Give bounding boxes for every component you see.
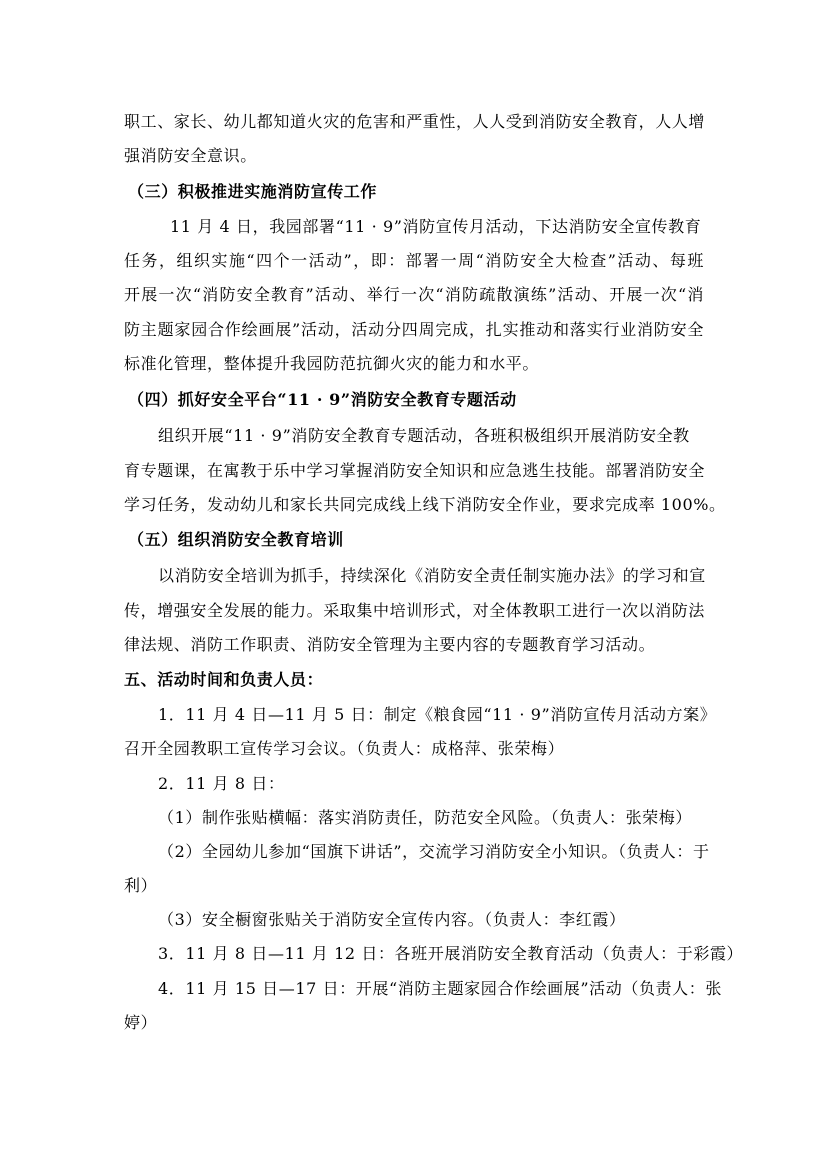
paragraph-line: 律法规、消防工作职责、消防安全管理为主要内容的专题教育学习活动。 — [124, 635, 656, 654]
paragraph-line: 11 月 4 日，我园部署“11 · 9”消防宣传月活动，下达消防安全宣传教育 — [170, 217, 702, 236]
paragraph-line: 任务，组织实施“四个一活动”，即：部署一周“消防安全大检查”活动、每班 — [124, 251, 704, 270]
paragraph-line: 3．11 月 8 日—11 月 12 日：各班开展消防安全教育活动（负责人：于彩霞） — [158, 944, 744, 963]
paragraph-line: 以消防安全培训为抓手，持续深化《消防安全责任制实施办法》的学习和宣 — [158, 566, 706, 585]
paragraph-line: 强消防安全意识。 — [124, 146, 257, 165]
section-heading: （四）抓好安全平台“11 · 9”消防安全教育专题活动 — [128, 390, 517, 409]
paragraph-line: 开展一次“消防安全教育”活动、举行一次“消防疏散演练”活动、开展一次“消 — [124, 285, 704, 304]
paragraph-line: （1）制作张贴横幅：落实消防责任，防范安全风险。（负责人：张荣梅） — [158, 808, 692, 827]
paragraph-line: 4．11 月 15 日—17 日：开展“消防主题家园合作绘画展”活动（负责人：张 — [158, 979, 722, 998]
paragraph-line: 标准化管理，整体提升我园防范抗御火灾的能力和水平。 — [124, 354, 540, 373]
paragraph-line: 职工、家长、幼儿都知道火灾的危害和严重性，人人受到消防安全教育，人人增 — [124, 112, 706, 131]
section-heading: 五、活动时间和负责人员： — [124, 670, 324, 689]
paragraph-line: 防主题家园合作绘画展”活动，活动分四周完成，扎实推动和落实行业消防安全 — [124, 320, 704, 339]
paragraph-line: 2．11 月 8 日： — [158, 774, 285, 793]
paragraph-line: 1．11 月 4 日—11 月 5 日：制定《粮食园“11 · 9”消防宣传月活动方案》 — [158, 705, 717, 724]
section-heading: （三）积极推进实施消防宣传工作 — [128, 182, 378, 201]
section-heading: （五）组织消防安全教育培训 — [128, 530, 344, 549]
paragraph-line: 组织开展“11 · 9”消防安全教育专题活动，各班积极组织开展消防安全教 — [158, 426, 690, 445]
paragraph-line: 利） — [124, 876, 158, 895]
paragraph-line: 育专题课，在寓教于乐中学习掌握消防安全知识和应急逃生技能。部署消防安全 — [124, 461, 706, 480]
paragraph-line: 学习任务，发动幼儿和家长共同完成线上线下消防安全作业，要求完成率 100%。 — [124, 495, 726, 514]
paragraph-line: （2）全园幼儿参加“国旗下讲话”，交流学习消防安全小知识。（负责人：于 — [158, 842, 710, 861]
paragraph-line: （3）安全橱窗张贴关于消防安全宣传内容。（负责人：李红霞） — [158, 910, 626, 929]
paragraph-line: 婷） — [124, 1013, 158, 1032]
paragraph-line: 传，增强安全发展的能力。采取集中培训形式，对全体教职工进行一次以消防法 — [124, 601, 706, 620]
paragraph-line: 召开全园教职工宣传学习会议。（负责人：成格萍、张荣梅） — [124, 739, 565, 758]
